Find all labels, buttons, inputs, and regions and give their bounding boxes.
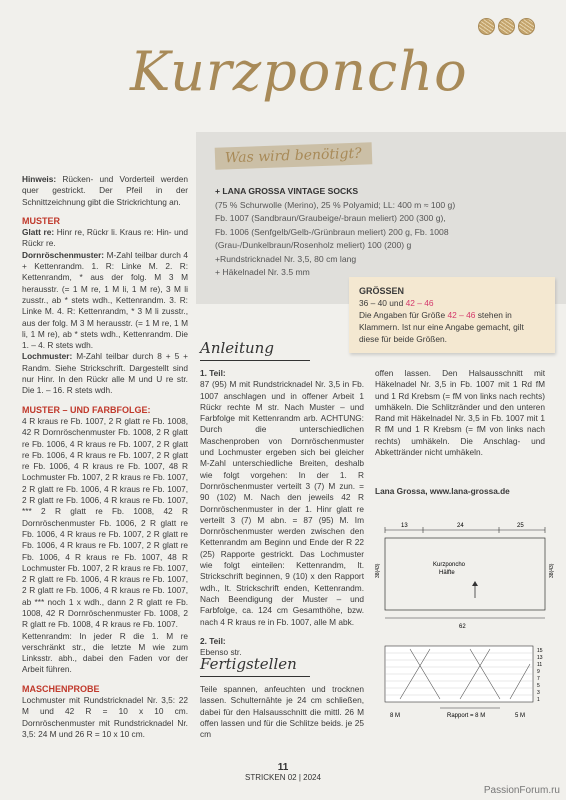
yarn-balls-icon [478,18,535,35]
chart-row-3: 3 [537,690,540,696]
lochmuster-text: M-Zahl teilbar durch 8 + 5 + Randm. Siehe Strickschrift. Dargestellt sind nur Hinr. In den Rückr alle M und U re str. Die 1. – 16. R stets wdh. [22,351,188,396]
yarn-brand: + LANA GROSSA VINTAGE SOCKS [215,186,359,196]
muster-heading: MUSTER [22,215,60,226]
middle-column [200,368,364,658]
yarn-color-1007: Fb. 1007 (Sandbraun/Graubeige/-braun meliert) 200 (300 g), [215,213,446,223]
dornroeschen-text: M-Zahl teilbar durch 4 + Kettenrandm. 1. R: Linke M. 2. R: Kettenrandm, * aus der folg. M 3 M herausstr. (= 1 M re, 1 M li, 1 M re), 3 M li zusstr., ab * stets wdh., Kettenrandm. 3. R: Linke M. 4. R: Kettenrandm, * 3 M li zusstr., aus der folg. M 3 M herausstr. (= 1 M re, 1 M li, 1 M re), ab * stets wdh., Kettenrandm. Die 1. – 4. R stets wdh. [22,249,188,351]
dornroeschen-label: Dornröschenmuster: [22,249,105,260]
schematic-diagram [375,518,555,633]
sizes-note-1: Die Angaben für Größe [359,310,448,320]
glatt-paragraph [22,227,188,250]
dim-13: 13 [401,523,408,529]
stitch-chart [375,644,555,734]
yarn-brand-text: LANA GROSSA VINTAGE SOCKS [222,186,359,196]
yarn-ball-icon [518,18,535,35]
farbfolge-heading: MUSTER – UND FARBFOLGE: [22,404,151,415]
needle-2-text: Häkelnadel Nr. 3.5 mm [222,267,310,277]
yarn-color-1006: Fb. 1006 (Senfgelb/Gelb-/Grünbraun meliert) 200 g, Fb. 1008 [215,226,449,237]
materials-heading: Was wird benötigt? [215,142,372,169]
page-number: 11 [277,762,289,773]
glatt-label: Glatt re: [22,227,55,238]
sizes-note [359,309,545,345]
materials-list [215,185,455,280]
yarn-ball-icon [478,18,495,35]
hinweis-text: Rücken- und Vorderteil werden quer gestrickt. Der Pfeil in der Schnittzeichnung gibt die Strickrichtung an. [22,174,188,207]
dim-24: 24 [457,523,464,529]
chart-row-7: 7 [537,676,540,682]
chart-right-label: 5 M [515,713,526,719]
dim-side-right: 38(43) [549,563,555,578]
page-footer [0,762,566,782]
dornroeschen-paragraph [22,250,188,352]
anleitung-heading: Anleitung [200,339,274,357]
needle-1: +Rundstricknadel Nr. 3,5, 80 cm lang [215,253,357,264]
fertigstellen-divider [200,676,310,677]
teil1-paragraph: 87 (95) M mit Rundstricknadel Nr. 3,5 in Fb. 1007 anschlagen und in offener Arbeit 1 Rückr rechte M str. Nach Muster – und Farbfolge mit Kettenrandm arb. ACHTUNG: Durch die unterschiedlichen Maschenproben von Dornröschenmuster und Lochmuster ergeben sich bei gleicher M-Zahl unterschiedliche Breiten, deshalb wie folgt vorgehen: In der 1. R Dornröschenmuster verteilt 3 (7) M zun. = 90 (102) M. Nach den jeweils 42 R Dornröschenmuster in der 1. Hinr glatt re verteilt 3 (7) M abn. = 87 (95) M. Im Dornröschenmuster werden zwischen den Kettenrandm am Beginn und Ende der R 22 (25) Rapporte gestrickt. Das Lochmuster wie folgt einteilen: Kettenrandm, lt. Strickschrift beginnen, 9 (10) x den Rapport wdh., lt. Strickschrift enden, Kettenrandm. Nach Beendigung der Muster – und Farbfolge, ca. 124 cm Gesamthöhe, bzw. nach 4 R kraus re in Fb. 1007, alle M abk. [200,379,364,627]
schematic-label-1: Kurzponcho [433,562,466,568]
needle-1-text: Rundstricknadel Nr. 3,5, 80 cm lang [220,253,357,264]
hinweis-label: Hinweis: [22,174,57,184]
right-column-text: offen lassen. Den Halsausschnitt mit Häkelnadel Nr. 3,5 in Fb. 1007 mit 1 Rd fM und 1 Rd Krebsm (= fM von links nach rechts) umhäkeln. Die Schlitzränder und den unteren Rand mit Häkelnadel Nr. 3,5 in Fb. 1007 mit 1 R fM und 1 R Krebsm (= fM von links nach rechts) umhäkeln. Die Anschlag- und Abkettränder nicht umhäkeln. [375,368,545,458]
fertigstellen-heading: Fertigstellen [200,655,297,673]
magazine-name: STRICKEN 02 | 2024 [245,773,321,782]
chart-row-1: 1 [537,697,540,703]
teil1-heading: 1. Teil: [200,368,226,378]
size-large: 42 – 46 [405,298,434,308]
chart-row-11: 11 [537,662,543,668]
credit: Lana Grossa, www.lana-grossa.de [375,486,510,496]
yarn-color-1008: (Grau-/Dunkelbraun/Rosenholz meliert) 100 (200) g [215,240,412,250]
sizes-note-3: stehen in Klammern. Ist nur eine Angabe gemacht, gilt diese für beide Größen. [359,310,524,344]
left-column [22,174,188,740]
sizes-heading: GRÖSSEN [359,286,405,296]
dim-25: 25 [517,523,524,529]
sizes-note-2: 42 – 46 [447,310,476,320]
sizes-values [359,297,545,309]
page-title: Kurzponcho [130,40,468,103]
lochmuster-paragraph [22,351,188,396]
anleitung-divider [200,360,310,361]
chart-left-label: 8 M [390,713,401,719]
watermark: PassionForum.ru [483,785,560,796]
kettenrand-paragraph: Kettenrandm: In jeder R die 1. M re verschränkt str., die letzte M wie zum Linksstr. abh., dabei den Faden vor der Arbeit führen. [22,630,188,675]
yarn-ball-icon [498,18,515,35]
schematic-label-2: Hälfte [439,570,455,576]
chart-row-5: 5 [537,683,540,689]
size-small: 36 – 40 und [359,298,406,308]
fertig-paragraph: Teile spannen, anfeuchten und trocknen lassen. Schulternähte je 24 cm schließen, dabei für den Halsausschnitt die mittl. 26 M offen lassen und für die Schlitze beids. je 25 cm [200,684,364,740]
hinweis-paragraph [22,174,188,208]
dim-side-left: 38(43) [375,563,381,578]
needle-2: + Häkelnadel Nr. 3.5 mm [215,267,310,277]
maschenprobe-heading: MASCHENPROBE [22,683,100,694]
chart-row-13: 13 [537,655,543,661]
chart-rapport-label: Rapport = 8 M [447,713,486,719]
maschenprobe-paragraph: Lochmuster mit Rundstricknadel Nr. 3,5: 22 M und 42 R = 10 x 10 cm. Dornröschenmuster mit Rundstricknadel Nr. 3,5: 24 M und 26 R = 10 x 10 cm. [22,695,188,739]
teil2-heading: 2. Teil: [200,635,226,646]
glatt-text: Hinr re, Rückr li. Kraus re: Hin- und Rückr re. [22,227,189,249]
sizes-box [349,277,555,353]
chart-row-15: 15 [537,648,543,654]
dim-62: 62 [459,624,466,630]
chart-row-9: 9 [537,669,540,675]
teil2-paragraph: Ebenso str. [200,647,242,658]
farbfolge-paragraph: 4 R kraus re Fb. 1007, 2 R glatt re Fb. 1008, 42 R Dornröschenmuster Fb. 1008, 2 R glatt re Fb. 1006, 4 R kraus re Fb. 1007, 2 R glatt re Fb. 1006, 4 R kraus re Fb. 1007, 2 R glatt re Fb. 1006, 4 R kraus re Fb. 1007, 48 R Lochmuster Fb. 1007, 2 R kraus re Fb. 1007, 2 R glatt re Fb. 1006, 4 R kraus re Fb. 1007, 2 R glatt re Fb. 1006, 4 R kraus re Fb. 1007, *** 2 R glatt re Fb. 1008, 42 R Dornröschenmuster Fb. 1006, 2 R glatt re Fb. 1006, 4 R kraus re Fb. 1007, 2 R glatt re Fb. 1006, 4 R kraus re Fb. 1007, 2 R glatt re Fb. 1006, 4 R kraus re Fb. 1007, 48 R Lochmuster Fb. 1007, 2 R kraus re Fb. 1007, 2 R glatt re Fb. 1006, 4 R kraus re Fb. 1007, 2 R glatt re Fb. 1006, 4 R kraus re Fb. 1007, ab *** noch 1 x wdh., dann 2 R glatt re Fb. 1008, 42 R Dornröschenmuster Fb. 1008, 2 R glatt re Fb. 1008, 4 R kraus re Fb. 1007. [22,415,188,630]
lochmuster-label: Lochmuster: [22,351,73,362]
yarn-composition: (75 % Schurwolle (Merino), 25 % Polyamid; LL: 400 m ≈ 100 g) [215,199,456,210]
